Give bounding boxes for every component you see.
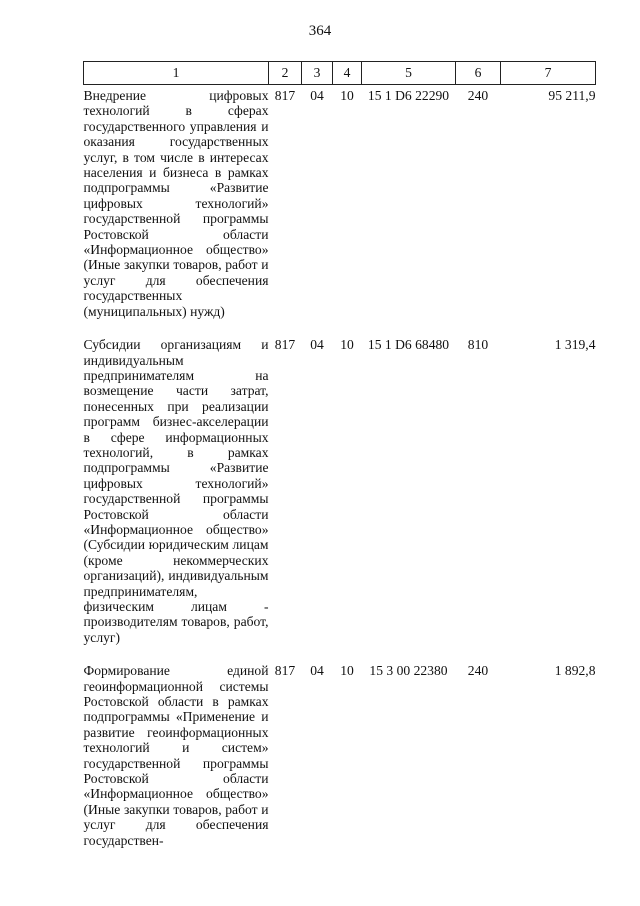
row-amount: 95 211,9	[548, 88, 596, 103]
header-col-6: 6	[456, 62, 501, 85]
row-ministry-code: 817	[274, 337, 296, 353]
row-description: Формирование единой геоинформационной системы Ростовской области в рамках подпрограммы «Применение и развитие геоинформационных технологий и систем» государственной программы Ростовской области «Информационное общество» (Иные закупки товаров, работ и услуг для обеспечения государствен-	[83, 663, 269, 848]
row-target-code: 15 1 D6 22290	[367, 88, 450, 103]
row-section-code: 04	[310, 663, 324, 679]
header-col-2: 2	[269, 62, 302, 85]
row-subsection-code: 10	[340, 337, 354, 353]
row-expense-type: 240	[467, 88, 489, 103]
row-description: Субсидии организациям и индивидуальным предпринимателям на возмещение части затрат, понесенных при реализации программ бизнес-акселерации в сфере информационных технологий, в рамках подпрограммы «Развитие цифровых технологий» государственной программы Ростовской области «Информационное общество» (Субсидии юридическим лицам (кроме некоммерческих организаций), индивидуальным предпринимателям, физическим лицам - производителям товаров, работ, услуг)	[83, 337, 269, 645]
row-section-code: 04	[310, 88, 324, 103]
header-col-7: 7	[501, 62, 596, 85]
header-col-4: 4	[333, 62, 362, 85]
row-ministry-code: 817	[274, 663, 296, 679]
row-ministry-code: 817	[274, 88, 296, 103]
budget-table	[83, 61, 596, 848]
row-amount: 1 319,4	[554, 337, 596, 353]
header-row	[84, 62, 596, 85]
row-target-code: 15 3 00 22380	[369, 663, 448, 679]
row-expense-type: 240	[467, 663, 489, 679]
row-target-code: 15 1 D6 68480	[367, 337, 450, 353]
table-row	[84, 319, 596, 645]
table-row	[84, 85, 596, 320]
row-subsection-code: 10	[340, 88, 354, 103]
row-amount: 1 892,8	[554, 663, 596, 679]
table-row	[84, 645, 596, 848]
header-col-3: 3	[302, 62, 333, 85]
row-section-code: 04	[310, 337, 324, 353]
row-description: Внедрение цифровых технологий в сферах государственного управления и оказания государственных услуг, в том числе в интересах населения и бизнеса в рамках подпрограммы «Развитие цифровых технологий» государственной программы Ростовской области «Информационное общество» (Иные закупки товаров, работ и услуг для обеспечения государственных (муниципальных) нужд)	[83, 88, 269, 319]
header-col-1: 1	[84, 62, 269, 85]
header-col-5: 5	[362, 62, 456, 85]
page-number: 364	[308, 23, 332, 39]
row-expense-type: 810	[467, 337, 489, 353]
row-subsection-code: 10	[340, 663, 354, 679]
